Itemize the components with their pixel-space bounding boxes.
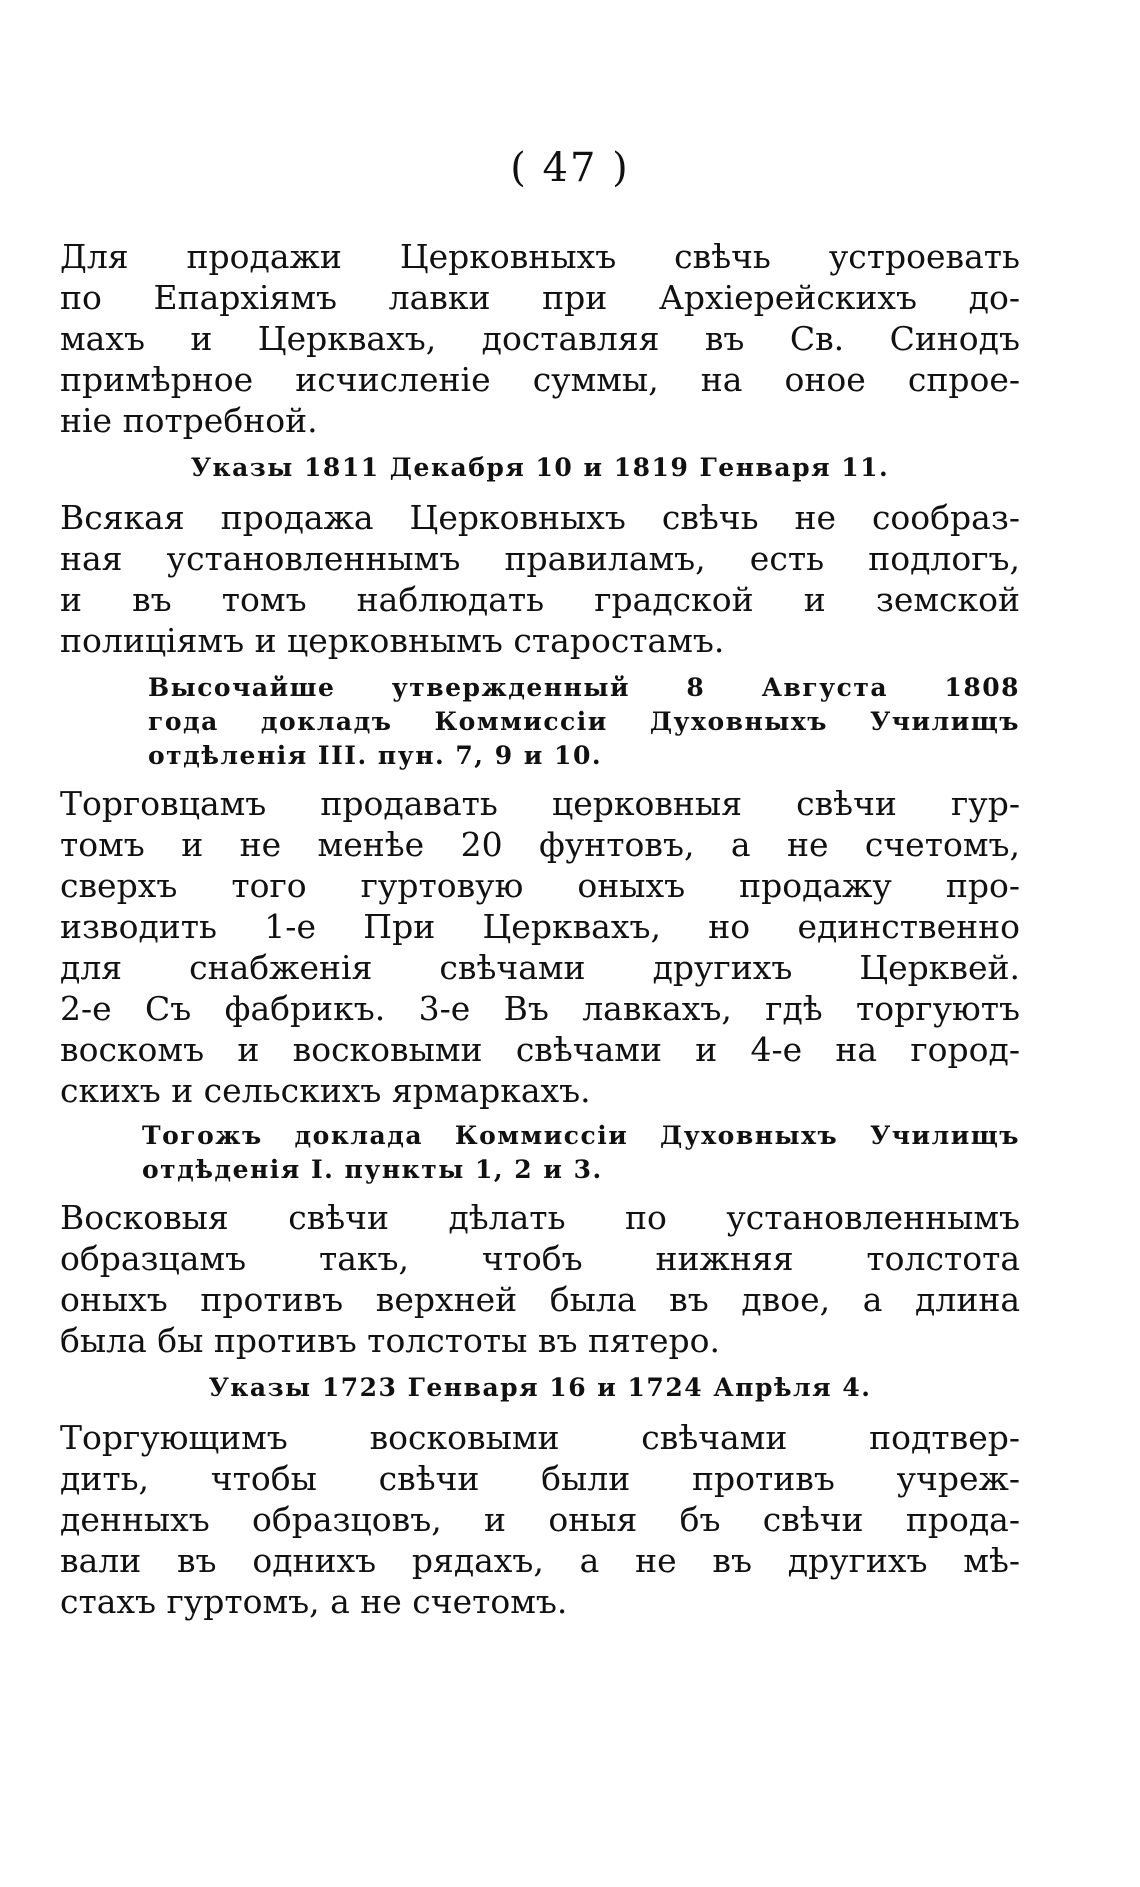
text-line: Всякая продажа Церковныхъ свѣчь не сообраз- (60, 498, 1020, 537)
text-line: Торгующимъ восковыми свѣчами подтвер- (60, 1418, 1020, 1457)
text-line: года докладъ Коммиссіи Духовныхъ Училищъ (148, 707, 1020, 736)
text-line: и въ томъ наблюдать градской и земской (60, 580, 1020, 619)
text-line: для снабженія свѣчами другихъ Церквей. (60, 948, 1020, 987)
decree-reference (60, 1119, 1020, 1187)
text-line: Указы 1811 Декабря 10 и 1819 Генваря 11. (190, 453, 890, 482)
body-paragraph (60, 1197, 1020, 1361)
text-line: дить, чтобы свѣчи были противъ учреж- (60, 1459, 1020, 1498)
text-line: стахъ гуртомъ, а не счетомъ. (60, 1582, 568, 1621)
body-paragraph (60, 497, 1020, 661)
text-line: томъ и не менѣе 20 фунтовъ, а не счетомъ, (60, 825, 1020, 864)
text-line: Восковыя свѣчи дѣлать по установленнымъ (60, 1198, 1020, 1237)
text-line: махъ и Церквахъ, доставляя въ Св. Синодъ (60, 319, 1020, 358)
body-paragraph (60, 236, 1020, 441)
text-line: по Епархіямъ лавки при Архіерейскихъ до- (60, 278, 1020, 317)
text-line: денныхъ образцовъ, и оныя бъ свѣчи прода- (60, 1500, 1020, 1539)
text-line: Высочайше утвержденный 8 Августа 1808 (148, 673, 1020, 702)
text-line: Тогожъ доклада Коммиссіи Духовныхъ Училищъ (142, 1121, 1020, 1150)
text-line: ная установленнымъ правиламъ, есть подлогъ, (60, 539, 1020, 578)
text-line: отдѣленія III. пун. 7, 9 и 10. (148, 741, 603, 770)
body-paragraph (60, 783, 1020, 1111)
decree-reference (60, 451, 1020, 485)
decree-reference (60, 1371, 1020, 1405)
text-line: ніе потребной. (60, 401, 318, 440)
text-line: полиціямъ и церковнымъ старостамъ. (60, 621, 725, 660)
text-line: была бы противъ толстоты въ пятеро. (60, 1321, 721, 1360)
page-text (60, 236, 1020, 1622)
text-line: Указы 1723 Генваря 16 и 1724 Апрѣля 4. (208, 1373, 872, 1402)
body-paragraph (60, 1417, 1020, 1622)
text-line: воскомъ и восковыми свѣчами и 4-е на город- (60, 1030, 1020, 1069)
text-line: оныхъ противъ верхней была въ двое, а длина (60, 1280, 1020, 1319)
decree-reference (60, 671, 1020, 773)
text-line: 2-е Съ фабрикъ. 3-е Въ лавкахъ, гдѣ торгуютъ (60, 989, 1020, 1028)
text-line: отдѣденія I. пункты 1, 2 и 3. (142, 1155, 603, 1184)
text-line: образцамъ такъ, чтобъ нижняя толстота (60, 1239, 1020, 1278)
text-line: вали въ однихъ рядахъ, а не въ другихъ мѣ- (60, 1541, 1020, 1580)
text-line: изводить 1-е При Церквахъ, но единственно (60, 907, 1020, 946)
text-line: Для продажи Церковныхъ свѣчь устроевать (60, 237, 1020, 276)
text-line: примѣрное исчисленіе суммы, на оное спроe- (60, 360, 1020, 399)
text-line: скихъ и сельскихъ ярмаркахъ. (60, 1071, 591, 1110)
page-number: ( 47 ) (510, 145, 630, 191)
text-line: сверхъ того гуртовую оныхъ продажу про- (60, 866, 1020, 905)
text-line: Торговцамъ продавать церковныя свѣчи гур- (60, 784, 1020, 823)
